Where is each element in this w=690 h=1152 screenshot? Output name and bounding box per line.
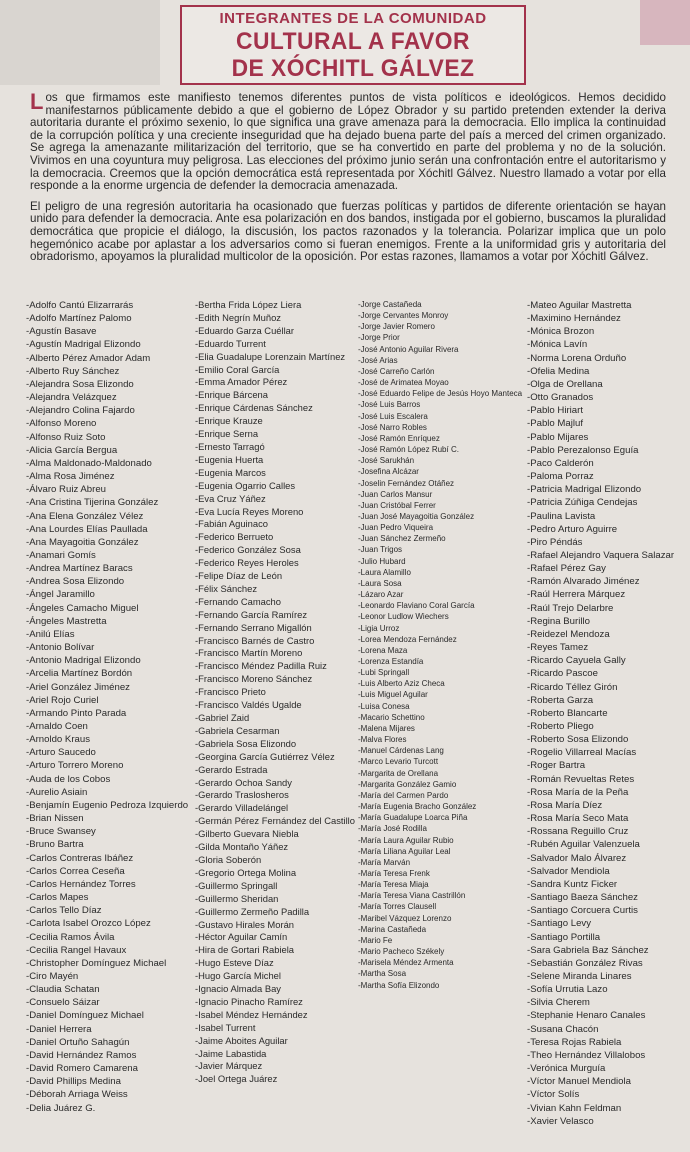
paragraph-1 [30, 89, 666, 193]
signatory-name: - Maribel Vázquez Lorenzo [358, 913, 522, 924]
signatory-name: - Alma Maldonado-Maldonado [26, 457, 188, 470]
signatory-name: - José Luis Escalera [358, 411, 522, 422]
signatory-name: - Jorge Prior [358, 332, 522, 343]
signatory-name: - Manuel Cárdenas Lang [358, 745, 522, 756]
signatory-name: - Francisco Martín Moreno [195, 647, 355, 660]
signatory-name: - María Torres Clausell [358, 901, 522, 912]
signatory-name: - Cecilia Rangel Havaux [26, 944, 188, 957]
signatory-name: - Ana Mayagoitia González [26, 536, 188, 549]
signatory-name: - Georgina García Gutiérrez Vélez [195, 751, 355, 764]
signatory-name: - Armando Pinto Parada [26, 707, 188, 720]
signatory-name: - Ciro Mayén [26, 970, 188, 983]
signatory-name: - Norma Lorena Orduño [527, 352, 674, 365]
signatory-name: - Felipe Díaz de León [195, 570, 355, 583]
signatory-name: - María del Carmen Pardo [358, 790, 522, 801]
signatory-name: - Luis Miguel Aguilar [358, 689, 522, 700]
signatory-name: - Rosa María Díez [527, 799, 674, 812]
signatory-name: - Lorea Mendoza Fernández [358, 634, 522, 645]
signatory-name: - José Carreño Carlón [358, 366, 522, 377]
signatory-name: - Santiago Portilla [527, 931, 674, 944]
signatory-name: - Mateo Aguilar Mastretta [527, 299, 674, 312]
signatory-name: - Regina Burillo [527, 615, 674, 628]
signatory-name: - Otto Granados [527, 391, 674, 404]
signatory-name: - José Narro Robles [358, 422, 522, 433]
signatory-name: - Gerardo Villadelángel [195, 802, 355, 815]
signatory-name: - Juan Pedro Viqueira [358, 522, 522, 533]
signatory-name: - Ricardo Pascoe [527, 667, 674, 680]
signatory-name: - Theo Hernández Villalobos [527, 1049, 674, 1062]
signatory-name: - Sandra Kuntz Ficker [527, 878, 674, 891]
signatory-name: - Arnoldo Kraus [26, 733, 188, 746]
signatory-name: - Gerardo Estrada [195, 764, 355, 777]
signatory-name: - José Sarukhán [358, 455, 522, 466]
signatory-name: - Arnaldo Coen [26, 720, 188, 733]
headline-line-1: INTEGRANTES DE LA COMUNIDAD [219, 10, 487, 27]
signatory-name: - Juan Cristóbal Ferrer [358, 500, 522, 511]
signatory-name: - Francisco Prieto [195, 686, 355, 699]
signatory-name: - Aurelio Asiain [26, 786, 188, 799]
signatory-name: - Roberto Pliego [527, 720, 674, 733]
signatory-name: - Héctor Aguilar Camín [195, 931, 355, 944]
signatory-name: - Francisco Méndez Padilla Ruiz [195, 660, 355, 673]
signatory-name: - Eugenia Huerta [195, 454, 355, 467]
signatory-name: - Gregorio Ortega Molina [195, 867, 355, 880]
signatory-name: - Antonio Bolívar [26, 641, 188, 654]
signatory-name: - Alfonso Ruiz Soto [26, 431, 188, 444]
signatory-name: - Carlota Isabel Orozco López [26, 917, 188, 930]
signatory-name: - Agustín Madrigal Elizondo [26, 338, 188, 351]
signatory-name: - Martha Sosa [358, 968, 522, 979]
signatory-name: - Jorge Javier Romero [358, 321, 522, 332]
signatory-name: - Ariel Rojo Curiel [26, 694, 188, 707]
signatory-name: - Pedro Arturo Aguirre [527, 523, 674, 536]
signatory-name: - Ligia Urroz [358, 623, 522, 634]
signatory-name: - Margarita de Orellana [358, 768, 522, 779]
signatory-name: - Enrique Cárdenas Sánchez [195, 402, 355, 415]
signatory-name: - Alicia García Bergua [26, 444, 188, 457]
signatory-name: - Ana Cristina Tijerina González [26, 496, 188, 509]
signatory-name: - Rossana Reguillo Cruz [527, 825, 674, 838]
signatory-name: - Alejandro Colina Fajardo [26, 404, 188, 417]
signatory-name: - María Liliana Aguilar Leal [358, 846, 522, 857]
headline-line-2: CULTURAL A FAVOR [236, 28, 470, 55]
signatories-column-4 [527, 299, 674, 1128]
signatory-name: - Santiago Levy [527, 917, 674, 930]
signatory-name: - Adolfo Cantú Elizarrarás [26, 299, 188, 312]
signatory-name: - Maximino Hernández [527, 312, 674, 325]
signatory-name: - Sebastián González Rivas [527, 957, 674, 970]
signatory-name: - Ana Elena González Vélez [26, 510, 188, 523]
signatory-name: - Hugo Esteve Díaz [195, 957, 355, 970]
signatory-name: - José Antonio Aguilar Rivera [358, 344, 522, 355]
signatory-name: - Jaime Aboites Aguilar [195, 1035, 355, 1048]
signatory-name: - Carlos Tello Díaz [26, 904, 188, 917]
signatory-name: - Luisa Conesa [358, 701, 522, 712]
signatory-name: - Jorge Castañeda [358, 299, 522, 310]
signatory-name: - José Ramón López Rubí C. [358, 444, 522, 455]
signatory-name: - Cecilia Ramos Ávila [26, 931, 188, 944]
signatory-name: - Rafael Alejandro Vaquera Salazar [527, 549, 674, 562]
signatory-name: - Fabián Aguinaco [195, 518, 355, 531]
signatory-name: - Arturo Torrero Moreno [26, 759, 188, 772]
signatory-name: - Ángeles Camacho Miguel [26, 602, 188, 615]
signatory-name: - María Teresa Frenk [358, 868, 522, 879]
signatory-name: - Anamari Gomís [26, 549, 188, 562]
signatory-name: - Marisela Méndez Armenta [358, 957, 522, 968]
signatory-name: - Alejandra Sosa Elizondo [26, 378, 188, 391]
signatory-name: - Carlos Correa Ceseña [26, 865, 188, 878]
signatory-name: - Fernando García Ramírez [195, 609, 355, 622]
signatory-name: - Andrea Sosa Elizondo [26, 575, 188, 588]
signatory-name: - Reyes Tamez [527, 641, 674, 654]
signatory-name: - Daniel Domínguez Michael [26, 1009, 188, 1022]
signatory-name: - Ofelia Medina [527, 365, 674, 378]
signatory-name: - Isabel Turrent [195, 1022, 355, 1035]
signatory-name: - Rosa María Seco Mata [527, 812, 674, 825]
signatory-name: - David Phillips Medina [26, 1075, 188, 1088]
signatory-name: - Rafael Pérez Gay [527, 562, 674, 575]
signatory-name: - Fernando Serrano Migallón [195, 622, 355, 635]
signatory-name: - Mario Fe [358, 935, 522, 946]
signatory-name: - Arturo Saucedo [26, 746, 188, 759]
signatory-name: - Arcelia Martínez Bordón [26, 667, 188, 680]
signatory-name: - Marina Castañeda [358, 924, 522, 935]
signatory-name: - Auda de los Cobos [26, 773, 188, 786]
signatories-column-3 [358, 299, 522, 991]
signatory-name: - María Marván [358, 857, 522, 868]
signatory-name: - Francisco Barnés de Castro [195, 635, 355, 648]
headline-box [180, 5, 526, 85]
signatory-name: - Roberta Garza [527, 694, 674, 707]
signatory-name: - María Teresa Miaja [358, 879, 522, 890]
signatory-name: - Antonio Madrigal Elizondo [26, 654, 188, 667]
signatory-name: - Francisco Moreno Sánchez [195, 673, 355, 686]
signatory-name: - Emma Amador Pérez [195, 376, 355, 389]
signatory-name: - María Eugenia Bracho González [358, 801, 522, 812]
signatory-name: - Lorena Maza [358, 645, 522, 656]
signatory-name: - Agustín Basave [26, 325, 188, 338]
signatory-name: - Déborah Arriaga Weiss [26, 1088, 188, 1101]
signatory-name: - Gilda Montaño Yáñez [195, 841, 355, 854]
signatory-name: - Hugo García Michel [195, 970, 355, 983]
signatory-name: - Rubén Aguilar Valenzuela [527, 838, 674, 851]
signatory-name: - Bruce Swansey [26, 825, 188, 838]
signatory-name: - Eugenia Ogarrio Calles [195, 480, 355, 493]
signatory-name: - Fernando Camacho [195, 596, 355, 609]
signatory-name: - Marco Levario Turcott [358, 756, 522, 767]
signatory-name: - Gerardo Ochoa Sandy [195, 777, 355, 790]
signatory-name: - Alma Rosa Jiménez [26, 470, 188, 483]
signatory-name: - José Arias [358, 355, 522, 366]
signatory-name: - Ana Lourdes Elías Paullada [26, 523, 188, 536]
signatory-name: - David Romero Camarena [26, 1062, 188, 1075]
signatory-name: - Silvia Cherem [527, 996, 674, 1009]
signatory-name: - Ernesto Tarragó [195, 441, 355, 454]
signatory-name: - Josefina Alcázar [358, 466, 522, 477]
signatories-column-2 [195, 299, 355, 1086]
signatory-name: - Mónica Lavín [527, 338, 674, 351]
signatory-name: - Benjamín Eugenio Pedroza Izquierdo [26, 799, 188, 812]
signatory-name: - Ángel Jaramillo [26, 588, 188, 601]
signatory-name: - Pablo Hiriart [527, 404, 674, 417]
signatory-name: - Gabriela Cesarman [195, 725, 355, 738]
signatory-name: - Eva Lucía Reyes Moreno [195, 506, 355, 519]
signatory-name: - Daniel Ortuño Sahagún [26, 1036, 188, 1049]
signatory-name: - Hira de Gortari Rabiela [195, 944, 355, 957]
signatory-name: - Francisco Valdés Ugalde [195, 699, 355, 712]
signatory-name: - Isabel Méndez Hernández [195, 1009, 355, 1022]
signatory-name: - Christopher Domínguez Michael [26, 957, 188, 970]
signatory-name: - Juan Sánchez Zermeño [358, 533, 522, 544]
signatory-name: - Gabriela Sosa Elizondo [195, 738, 355, 751]
signatory-name: - Lorenza Estandía [358, 656, 522, 667]
left-margin-paper [0, 0, 160, 85]
signatory-name: - Guillermo Springall [195, 880, 355, 893]
signatory-name: - Víctor Solís [527, 1088, 674, 1101]
signatory-name: - Rogelio Villarreal Macías [527, 746, 674, 759]
drop-cap: L [30, 89, 44, 114]
signatory-name: - Eduardo Turrent [195, 338, 355, 351]
signatory-name: - Laura Alamillo [358, 567, 522, 578]
signatory-name: - Gustavo Hirales Morán [195, 919, 355, 932]
signatory-name: - Martha Sofía Elizondo [358, 980, 522, 991]
headline-line-3: DE XÓCHITL GÁLVEZ [231, 55, 475, 82]
signatory-name: - Roger Bartra [527, 759, 674, 772]
signatory-name: - Roberto Sosa Elizondo [527, 733, 674, 746]
signatory-name: - Enrique Krauze [195, 415, 355, 428]
signatory-name: - María José Rodilla [358, 823, 522, 834]
signatory-name: - Ricardo Téllez Girón [527, 681, 674, 694]
paragraph-1-text: os que firmamos este manifiesto tenemos diferentes puntos de vista políticos e ideológicos. Hemos decidido manifestarnos públicamente debido a que el gobierno de López Obrador y su partido pretenden extender la deriva autoritaria durante el próximo sexenio, lo que significa una grave amenaza para la democracia. Ello implica la continuidad de la corrupción política y una creciente inseguridad que ha dejado buena parte del país a merced del crimen organizado. Se agrega la amenazante militarización del territorio, que se ha convertido en parte del problema y no de la solución. Vivimos en una coyuntura muy peligrosa. Las elecciones del próximo junio serán una confrontación entre el autoritarismo y la democracia. Creemos que la opción democrática está representada por Xóchitl Gálvez. Nuestro llamado a votar por ella responde a la enorme urgencia de defender la democracia amenazada. [30, 91, 666, 193]
signatory-name: - José de Arimatea Moyao [358, 377, 522, 388]
signatory-name: - Pablo Majluf [527, 417, 674, 430]
signatory-name: - Jaime Labastida [195, 1048, 355, 1061]
signatory-name: - Patricia Madrigal Elizondo [527, 483, 674, 496]
signatory-name: - Alberto Ruy Sánchez [26, 365, 188, 378]
signatory-name: - Reidezel Mendoza [527, 628, 674, 641]
signatory-name: - María Guadalupe Loarca Piña [358, 812, 522, 823]
signatory-name: - Lubi Springall [358, 667, 522, 678]
signatory-name: - Patricia Zúñiga Cendejas [527, 496, 674, 509]
signatory-name: - Joselin Fernández Otáñez [358, 478, 522, 489]
signatory-name: - Elia Guadalupe Lorenzain Martínez [195, 351, 355, 364]
signatory-name: - Mario Pacheco Székely [358, 946, 522, 957]
signatory-name: - Enrique Bárcena [195, 389, 355, 402]
signatory-name: - Daniel Herrera [26, 1023, 188, 1036]
signatory-name: - Verónica Murguía [527, 1062, 674, 1075]
signatory-name: - Claudia Schatan [26, 983, 188, 996]
signatory-name: - Gerardo Traslosheros [195, 789, 355, 802]
signatory-name: - Margarita González Gamio [358, 779, 522, 790]
signatory-name: - Macario Schettino [358, 712, 522, 723]
signatory-name: - María Teresa Viana Castrillón [358, 890, 522, 901]
signatory-name: - Malva Flores [358, 734, 522, 745]
signatory-name: - Bertha Frida López Liera [195, 299, 355, 312]
signatory-name: - Leonardo Flaviano Coral García [358, 600, 522, 611]
signatory-name: - Juan José Mayagoitia González [358, 511, 522, 522]
signatory-name: - María Laura Aguilar Rubio [358, 835, 522, 846]
signatory-name: - Ignacio Almada Bay [195, 983, 355, 996]
signatory-name: - Guillermo Sheridan [195, 893, 355, 906]
signatory-name: - Raúl Herrera Márquez [527, 588, 674, 601]
signatory-name: - Ariel González Jiménez [26, 681, 188, 694]
signatory-name: - Ricardo Cayuela Gally [527, 654, 674, 667]
signatory-name: - Santiago Baeza Sánchez [527, 891, 674, 904]
signatory-name: - Lázaro Azar [358, 589, 522, 600]
signatory-name: - Malena Mijares [358, 723, 522, 734]
signatory-name: - Brian Nissen [26, 812, 188, 825]
signatory-name: - Consuelo Sáizar [26, 996, 188, 1009]
signatory-name: - Ignacio Pinacho Ramírez [195, 996, 355, 1009]
signatory-name: - José Luis Barros [358, 399, 522, 410]
signatory-name: - David Hernández Ramos [26, 1049, 188, 1062]
signatory-name: - Pablo Perezalonso Eguía [527, 444, 674, 457]
signatory-name: - Teresa Rojas Rabiela [527, 1036, 674, 1049]
signatory-name: - Guillermo Zermeño Padilla [195, 906, 355, 919]
signatory-name: - Germán Pérez Fernández del Castillo [195, 815, 355, 828]
signatory-name: - Álvaro Ruiz Abreu [26, 483, 188, 496]
signatory-name: - Javier Márquez [195, 1060, 355, 1073]
signatory-name: - Víctor Manuel Mendiola [527, 1075, 674, 1088]
signatory-name: - Juan Carlos Mansur [358, 489, 522, 500]
signatory-name: - Olga de Orellana [527, 378, 674, 391]
signatory-name: - Edith Negrín Muñoz [195, 312, 355, 325]
signatory-name: - Eduardo Garza Cuéllar [195, 325, 355, 338]
signatory-name: - José Eduardo Felipe de Jesús Hoyo Manteca [358, 388, 522, 399]
signatory-name: - Paloma Porraz [527, 470, 674, 483]
signatory-name: - Andrea Martínez Baracs [26, 562, 188, 575]
signatory-name: - Alejandra Velázquez [26, 391, 188, 404]
signatory-name: - Laura Sosa [358, 578, 522, 589]
signatory-name: - Ángeles Mastretta [26, 615, 188, 628]
signatory-name: - Xavier Velasco [527, 1115, 674, 1128]
signatory-name: - Román Revueltas Retes [527, 773, 674, 786]
signatory-name: - Bruno Bartra [26, 838, 188, 851]
signatory-name: - Raúl Trejo Delarbre [527, 602, 674, 615]
signatory-name: - Joel Ortega Juárez [195, 1073, 355, 1086]
signatory-name: - Stephanie Henaro Canales [527, 1009, 674, 1022]
signatory-name: - Federico Reyes Heroles [195, 557, 355, 570]
signatory-name: - Carlos Contreras Ibáñez [26, 852, 188, 865]
signatory-name: - Piro Péndás [527, 536, 674, 549]
signatory-name: - Félix Sánchez [195, 583, 355, 596]
signatory-name: - Rosa María de la Peña [527, 786, 674, 799]
signatory-name: - Juan Trigos [358, 544, 522, 555]
signatory-name: - Julio Hubard [358, 556, 522, 567]
signatory-name: - Luis Alberto Aziz Checa [358, 678, 522, 689]
signatory-name: - Delia Juárez G. [26, 1102, 188, 1115]
signatory-name: - Federico González Sosa [195, 544, 355, 557]
signatory-name: - Anilú Elías [26, 628, 188, 641]
signatory-name: - Roberto Blancarte [527, 707, 674, 720]
signatory-name: - Alberto Pérez Amador Adam [26, 352, 188, 365]
signatory-name: - Carlos Hernández Torres [26, 878, 188, 891]
signatory-name: - Susana Chacón [527, 1023, 674, 1036]
signatory-name: - Gloria Soberón [195, 854, 355, 867]
signatory-name: - Adolfo Martínez Palomo [26, 312, 188, 325]
signatory-name: - Ramón Alvarado Jiménez [527, 575, 674, 588]
signatory-name: - Santiago Corcuera Curtis [527, 904, 674, 917]
signatory-name: - Paulina Lavista [527, 510, 674, 523]
signatory-name: - Pablo Mijares [527, 431, 674, 444]
signatory-name: - Gilberto Guevara Niebla [195, 828, 355, 841]
signatory-name: - Salvador Mendiola [527, 865, 674, 878]
signatory-name: - José Ramón Enríquez [358, 433, 522, 444]
signatory-name: - Eva Cruz Yáñez [195, 493, 355, 506]
signatories-column-1 [26, 299, 188, 1115]
manifesto-text [30, 89, 666, 272]
signatory-name: - Paco Calderón [527, 457, 674, 470]
right-margin-paper [640, 0, 690, 45]
signatory-name: - Federico Berrueto [195, 531, 355, 544]
signatory-name: - Gabriel Zaid [195, 712, 355, 725]
signatory-name: - Jorge Cervantes Monroy [358, 310, 522, 321]
signatory-name: - Carlos Mapes [26, 891, 188, 904]
signatory-name: - Alfonso Moreno [26, 417, 188, 430]
signatory-name: - Sofía Urrutia Lazo [527, 983, 674, 996]
signatory-name: - Enrique Serna [195, 428, 355, 441]
signatory-name: - Vivian Kahn Feldman [527, 1102, 674, 1115]
signatory-name: - Mónica Brozon [527, 325, 674, 338]
paragraph-2: El peligro de una regresión autoritaria ha ocasionado que fuerzas políticas y partidos de diferente orientación se hayan unido para defender la democracia. Ante esa polarización en dos bandos, instigada por el gobierno, buscamos la pluralidad democrática que propicie el diálogo, la discusión, los pactos razonados y la tolerancia. Polarizar implica que un polo hegemónico acabe por aplastar a los adversarios como si fueran enemigos. Frente a la uniformidad gris y autoritaria del obradorismo, apoyamos la pluralidad multicolor de la oposición. Por estas razones, llamamos a votar por Xóchitl Gálvez. [30, 199, 666, 264]
signatory-name: - Salvador Malo Álvarez [527, 852, 674, 865]
signatory-name: - Eugenia Marcos [195, 467, 355, 480]
signatory-name: - Leonor Ludlow Wiechers [358, 611, 522, 622]
signatory-name: - Emilio Coral García [195, 364, 355, 377]
signatory-name: - Sara Gabriela Baz Sánchez [527, 944, 674, 957]
signatory-name: - Selene Miranda Linares [527, 970, 674, 983]
